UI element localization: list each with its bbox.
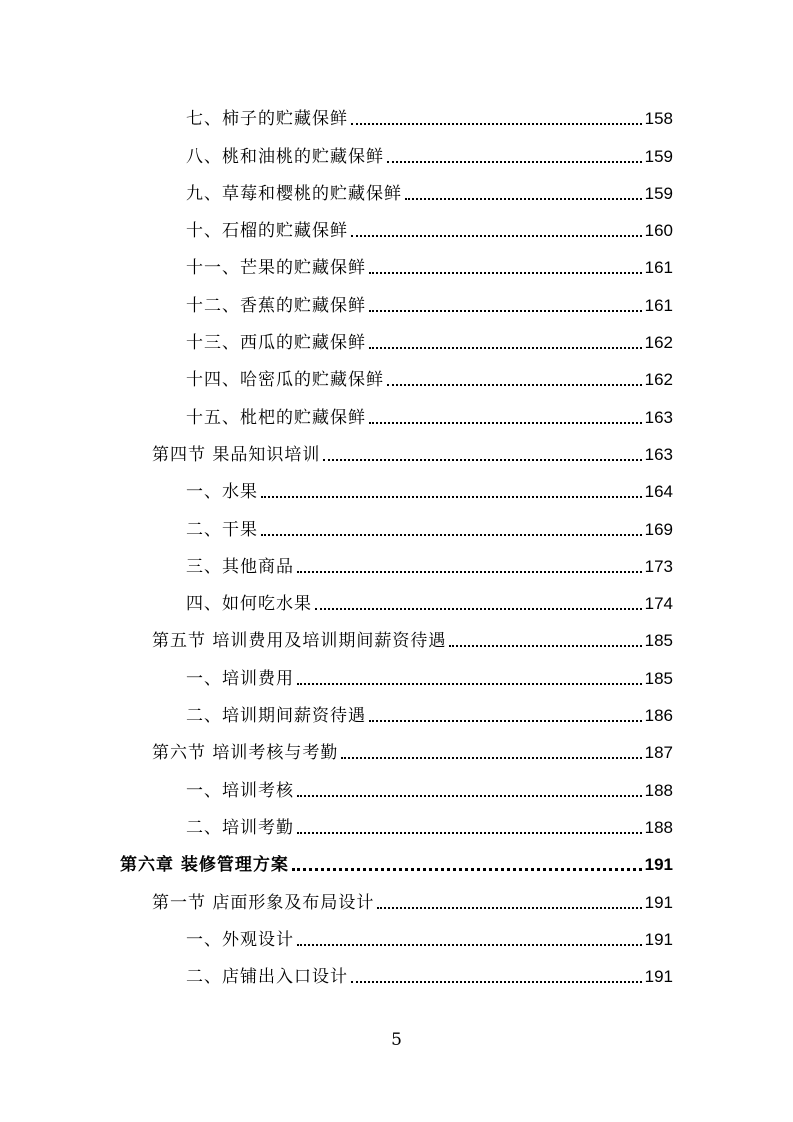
- toc-entry-page: 163: [644, 444, 673, 464]
- toc-entry[interactable]: [0, 659, 793, 696]
- toc-entry[interactable]: [0, 771, 793, 808]
- toc-dot-leader: [292, 868, 642, 871]
- toc-entry[interactable]: [0, 548, 793, 585]
- toc-entry-page: 161: [644, 258, 673, 278]
- toc-entry[interactable]: [0, 921, 793, 958]
- toc-dot-leader: [315, 608, 642, 610]
- toc-entry-page: 191: [644, 892, 673, 912]
- toc-section-entry[interactable]: [0, 734, 793, 771]
- toc-dot-leader: [323, 459, 641, 461]
- toc-entry-page: 160: [644, 221, 673, 241]
- toc-entry-label: 十三、西瓜的贮藏保鲜: [186, 333, 366, 354]
- toc-entry-label: 二、店铺出入口设计: [186, 967, 348, 988]
- toc-dot-leader: [387, 161, 642, 163]
- toc-entry-page: 159: [644, 183, 673, 203]
- toc-dot-leader: [369, 422, 642, 424]
- toc-entry[interactable]: [0, 249, 793, 286]
- page-number: 5: [391, 1030, 402, 1050]
- toc-entry-label: 十四、哈密瓜的贮藏保鲜: [186, 370, 384, 391]
- toc-dot-leader: [369, 310, 642, 312]
- toc-entry-label: 七、柿子的贮藏保鲜: [186, 109, 348, 130]
- toc-entry-label: 一、培训费用: [186, 668, 294, 689]
- toc-dot-leader: [377, 907, 641, 909]
- toc-entry[interactable]: [0, 175, 793, 212]
- toc-dot-leader: [341, 757, 641, 759]
- toc-entry-label: 四、如何吃水果: [186, 594, 312, 615]
- toc-dot-leader: [351, 123, 642, 125]
- table-of-contents: [0, 100, 793, 995]
- toc-entry-page: 187: [644, 743, 673, 763]
- toc-entry-page: 173: [644, 556, 673, 576]
- toc-entry-page: 191: [644, 967, 673, 987]
- toc-entry-page: 164: [644, 482, 673, 502]
- toc-entry-page: 191: [644, 929, 673, 949]
- toc-entry-label: 十一、芒果的贮藏保鲜: [186, 258, 366, 279]
- toc-dot-leader: [449, 645, 641, 647]
- toc-entry[interactable]: [0, 809, 793, 846]
- toc-entry-label: 九、草莓和樱桃的贮藏保鲜: [186, 183, 402, 204]
- toc-entry-page: 163: [644, 407, 673, 427]
- toc-entry-label: 一、水果: [186, 482, 258, 503]
- toc-dot-leader: [351, 235, 642, 237]
- toc-section-entry[interactable]: [0, 883, 793, 920]
- toc-entry-label: 八、桃和油桃的贮藏保鲜: [186, 146, 384, 167]
- toc-entry-page: 162: [644, 333, 673, 353]
- toc-entry-label: 第六节 培训考核与考勤: [152, 743, 339, 764]
- toc-entry-page: 186: [644, 706, 673, 726]
- toc-dot-leader: [387, 384, 642, 386]
- toc-entry[interactable]: [0, 212, 793, 249]
- toc-dot-leader: [297, 832, 642, 834]
- toc-entry[interactable]: [0, 697, 793, 734]
- toc-entry-label: 三、其他商品: [186, 556, 294, 577]
- toc-entry-page: 161: [644, 295, 673, 315]
- toc-dot-leader: [297, 683, 642, 685]
- toc-entry-label: 二、干果: [186, 519, 258, 540]
- toc-entry[interactable]: [0, 324, 793, 361]
- toc-entry[interactable]: [0, 286, 793, 323]
- toc-entry[interactable]: [0, 398, 793, 435]
- toc-entry-label: 第六章 装修管理方案: [120, 855, 289, 876]
- toc-entry-page: 188: [644, 780, 673, 800]
- toc-entry-label: 一、培训考核: [186, 780, 294, 801]
- toc-entry-label: 二、培训考勤: [186, 817, 294, 838]
- toc-entry[interactable]: [0, 510, 793, 547]
- toc-dot-leader: [369, 347, 642, 349]
- toc-entry-page: 162: [644, 370, 673, 390]
- toc-entry-label: 二、培训期间薪资待遇: [186, 706, 366, 727]
- toc-entry[interactable]: [0, 361, 793, 398]
- toc-dot-leader: [297, 944, 642, 946]
- toc-section-entry[interactable]: [0, 436, 793, 473]
- toc-dot-leader: [369, 272, 642, 274]
- toc-dot-leader: [351, 981, 642, 983]
- toc-entry-label: 第四节 果品知识培训: [152, 444, 321, 465]
- toc-entry-label: 一、外观设计: [186, 929, 294, 950]
- toc-chapter-entry[interactable]: [0, 846, 793, 883]
- toc-dot-leader: [405, 198, 642, 200]
- toc-entry[interactable]: [0, 958, 793, 995]
- toc-section-entry[interactable]: [0, 622, 793, 659]
- toc-entry-label: 十五、枇杷的贮藏保鲜: [186, 407, 366, 428]
- toc-dot-leader: [369, 720, 642, 722]
- toc-entry-page: 169: [644, 519, 673, 539]
- toc-entry-page: 185: [644, 631, 673, 651]
- toc-dot-leader: [261, 534, 642, 536]
- toc-entry-page: 191: [644, 855, 673, 875]
- toc-entry-label: 第五节 培训费用及培训期间薪资待遇: [152, 631, 447, 652]
- toc-entry-page: 185: [644, 668, 673, 688]
- toc-entry[interactable]: [0, 585, 793, 622]
- toc-entry-label: 十、石榴的贮藏保鲜: [186, 221, 348, 242]
- toc-entry[interactable]: [0, 100, 793, 137]
- toc-dot-leader: [297, 571, 642, 573]
- toc-entry-page: 174: [644, 594, 673, 614]
- toc-entry-page: 159: [644, 146, 673, 166]
- toc-entry-page: 188: [644, 817, 673, 837]
- toc-entry[interactable]: [0, 137, 793, 174]
- toc-entry-page: 158: [644, 109, 673, 129]
- toc-dot-leader: [297, 795, 642, 797]
- toc-entry-label: 第一节 店面形象及布局设计: [152, 892, 375, 913]
- toc-dot-leader: [261, 496, 642, 498]
- toc-entry-label: 十二、香蕉的贮藏保鲜: [186, 295, 366, 316]
- toc-entry[interactable]: [0, 473, 793, 510]
